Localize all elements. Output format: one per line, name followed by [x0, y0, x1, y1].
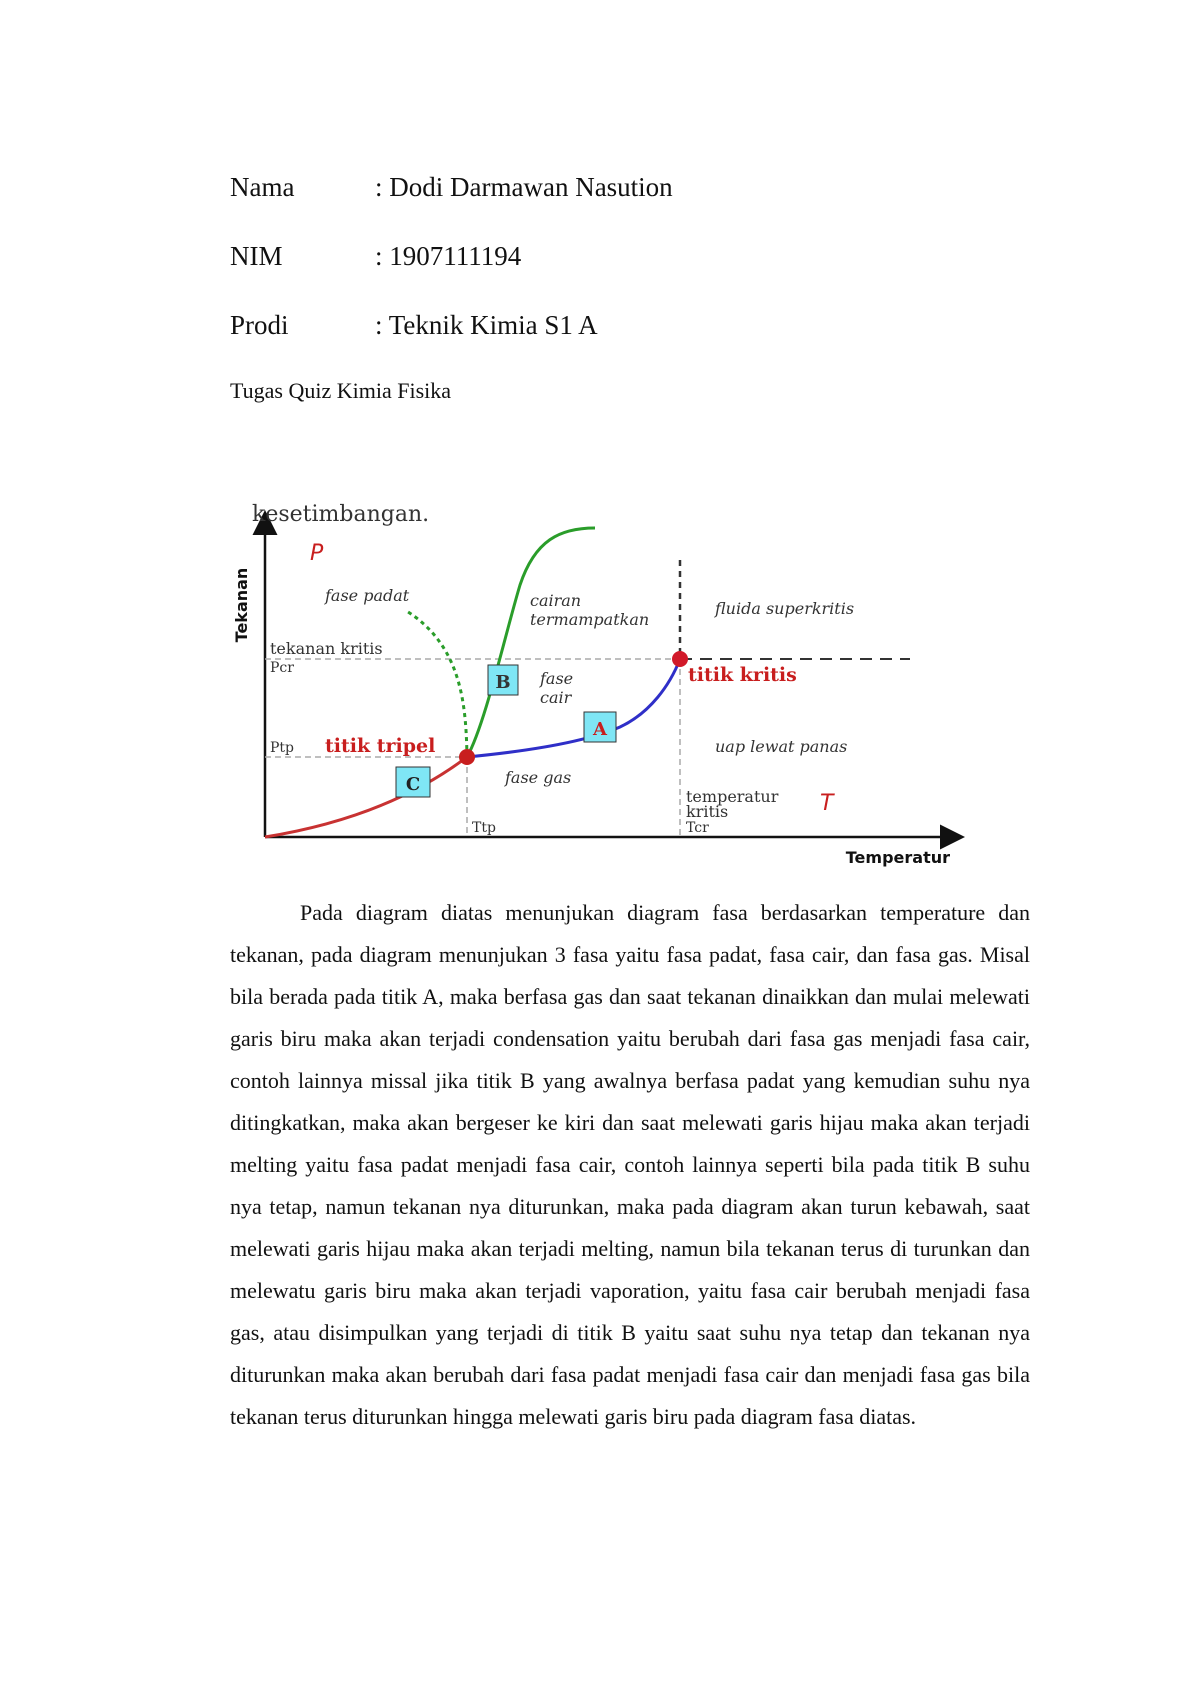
- name-value: : Dodi Darmawan Nasution: [375, 172, 673, 202]
- triple-point-label: titik tripel: [325, 735, 436, 757]
- nim-row: [230, 241, 521, 272]
- diagram-title-fragment: kesetimbangan.: [252, 502, 430, 527]
- triple-point: [459, 749, 475, 765]
- critical-point: [672, 651, 688, 667]
- superheated-vapor-label: uap lewat panas: [715, 737, 848, 756]
- y-axis-label: Tekanan: [232, 567, 251, 643]
- ptp-label: Ptp: [270, 740, 295, 756]
- critical-pressure-label: tekanan kritis: [270, 639, 383, 658]
- point-b-label: B: [495, 672, 511, 693]
- prodi-label: Prodi: [230, 310, 289, 340]
- nim-value: : 1907111194: [375, 241, 522, 271]
- name-label: Nama: [230, 172, 295, 202]
- task-title: Tugas Quiz Kimia Fisika: [230, 378, 452, 403]
- solid-phase-label: fase padat: [325, 586, 410, 605]
- solid-gas-line: [265, 757, 467, 837]
- x-axis-label: Temperatur: [845, 848, 950, 867]
- ttp-label: Ttp: [472, 820, 496, 836]
- tcr-label: Tcr: [686, 820, 709, 836]
- phase-diagram: [230, 495, 1020, 875]
- critical-temperature-label-2: kritis: [686, 802, 729, 821]
- p-symbol: P: [310, 541, 324, 566]
- nim-label: NIM: [230, 241, 283, 271]
- prodi-value: : Teknik Kimia S1 A: [375, 310, 598, 340]
- liquid-phase-label-2: cair: [540, 688, 572, 707]
- explanation-paragraph: Pada diagram diatas menunjukan diagram fasa berdasarkan temperature dan tekanan, pada diagram menunjukan 3 fasa yaitu fasa padat, fasa cair, dan fasa gas. Misal bila berada pada titik A, maka berfasa gas dan saat tekanan dinaikkan dan mulai melewati garis biru maka akan terjadi condensation yaitu berubah dari fasa gas menjadi fasa cair, contoh lainnya missal jika titik B yang awalnya berfasa padat yang kemudian suhu nya ditingkatkan, maka akan bergeser ke kiri dan saat melewati garis hijau maka akan terjadi melting yaitu fasa padat menjadi fasa cair, contoh lainnya seperti bila pada titik B suhu nya tetap, namun tekanan nya diturunkan, maka pada diagram akan turun kebawah, saat melewati garis hijau maka akan terjadi melting, namun bila tekanan terus di turunkan dan melewatu garis biru maka akan terjadi vaporation, yaitu fasa cair berubah menjadi fasa gas, atau disimpulkan yang terjadi di titik B yaitu saat suhu nya tetap dan tekanan nya diturunkan maka akan berubah dari fasa padat menjadi fasa cair dan menjadi fasa gas bila tekanan terus diturunkan hingga melewati garis biru pada diagram fasa diatas.: [230, 900, 1030, 1429]
- liquid-phase-label-1: fase: [540, 669, 574, 688]
- compressed-liquid-label-1: cairan: [530, 591, 582, 610]
- gas-phase-label: fase gas: [505, 768, 572, 787]
- name-row: [230, 172, 673, 203]
- solid-liquid-line: [467, 528, 595, 757]
- supercritical-fluid-label: fluida superkritis: [715, 599, 855, 618]
- point-c-label: C: [405, 774, 421, 795]
- compressed-liquid-label-2: termampatkan: [530, 610, 650, 629]
- point-a-label: A: [593, 719, 607, 740]
- critical-temperature-label-1: temperatur: [686, 787, 779, 806]
- prodi-row: [230, 310, 598, 341]
- critical-point-label: titik kritis: [688, 664, 797, 686]
- pcr-label: Pcr: [270, 660, 294, 676]
- t-symbol: T: [820, 791, 834, 816]
